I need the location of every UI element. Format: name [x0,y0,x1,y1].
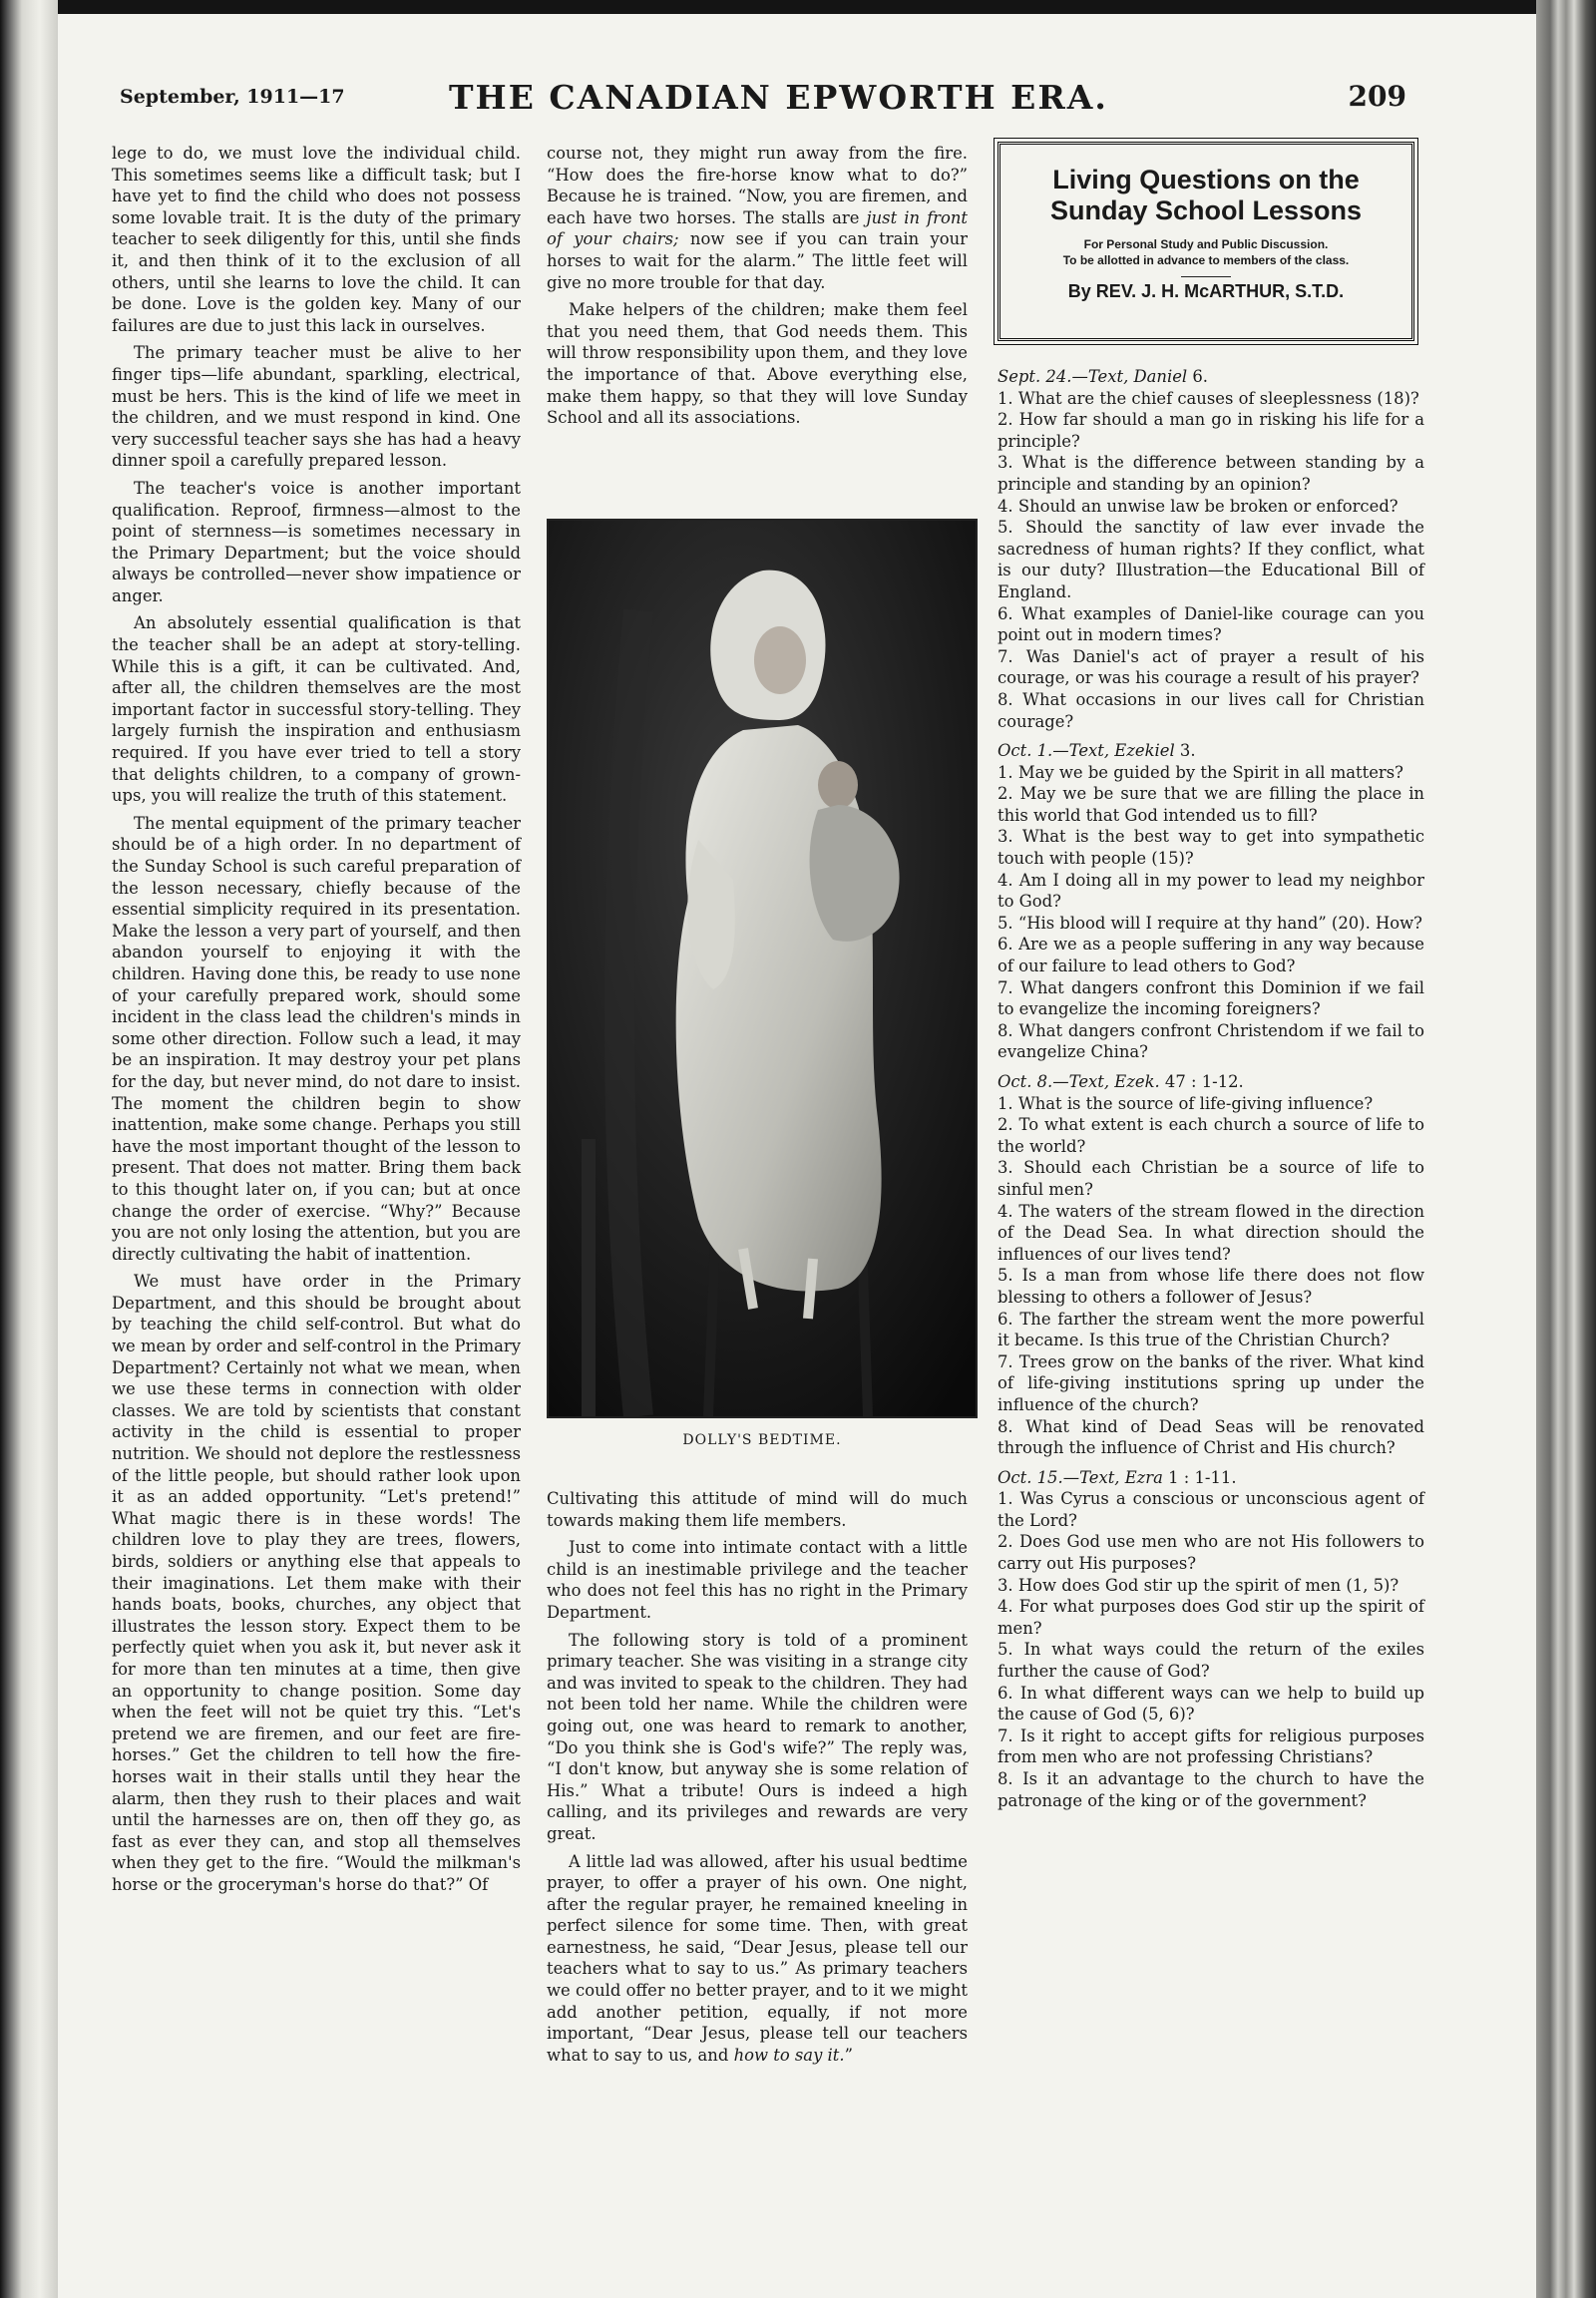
lesson-text-label: —Text, Ezra [1062,1467,1163,1487]
lesson-date: Oct. 15. [998,1467,1063,1487]
question: 1. Was Cyrus a conscious or unconscious agent of the Lord? [998,1489,1424,1530]
text-run: now see if you can train your horses to wait for the alarm.” The little feet will give no more trouble for that day. [547,229,968,292]
question: 4. The waters of the stream flowed in the direction of the Dead Sea. In what direction should the influences of our lives tend? [998,1201,1424,1264]
paragraph: An absolutely essential qualification is that the teacher shall be an adept at story-telling. While this is a gift, it can be cultivated. And, after all, the children themselves are the most important factor in successful story-telling. They largely furnish the inspiration and enthusiasm required. If you have ever tried to tell a story that delights children, to a company of grown-ups, you will realize the truth of this statement. [112,613,521,806]
question: 2. How far should a man go in risking his life for a principle? [998,410,1424,451]
question: 1. May we be guided by the Spirit in all matters? [998,762,1403,782]
question: 5. “His blood will I require at thy hand” (20). How? [998,913,1422,933]
question: 7. Is it right to accept gifts for religious purposes from men who are not professing Christians? [998,1725,1424,1767]
question: 5. Is a man from whose life there does not flow blessing to others a follower of Jesus? [998,1266,1424,1307]
question: 6. The farther the stream went the more powerful it became. Is this true of the Christian Church? [998,1309,1424,1350]
magazine-title: THE CANADIAN EPWORTH ERA. [449,78,1108,117]
question: 2. To what extent is each church a source of life to the world? [998,1115,1424,1156]
paragraph: lege to do, we must love the individual child. This sometimes seems like a difficult task; but I have yet to find the child who does not possess some lovable trait. It is the duty of the primary teacher to seek diligently for this, until she finds it, and then think of it to the exclusion of all others, until she learns to love the child. It can be done. Love is the golden key. Many of our failures are due to just this lack in ourselves. [112,144,521,335]
question: 6. Are we as a people suffering in any way because of our failure to lead others to God? [998,935,1424,976]
lesson-text-label: —Text, Daniel [1071,367,1188,386]
dolly-bedtime-photo [547,519,978,1418]
column-middle-top [547,143,968,435]
paragraph: Make helpers of the children; make them feel that you need them, that God needs them. This will throw responsibility upon them, and they love the importance of that. Above everything else, make them happy, so that they will love Sunday School and all its associations. [547,300,968,428]
question: 3. What is the best way to get into sympathetic touch with people (15)? [998,827,1424,869]
scan-top-edge [0,0,1596,14]
question: 8. Is it an advantage to the church to have the patronage of the king or of the government? [998,1769,1424,1810]
question: 8. What occasions in our lives call for Christian courage? [998,689,1424,731]
text-run: course not, they might run away from the fire. “How does the fire-horse know what to do?” Because he is trained. “Now, you are firemen, and each have two horses. The stalls are [547,144,968,227]
column-right-questions [998,358,1424,1811]
question: 2. May we be sure that we are filling the place in this world that God intended us to fill? [998,784,1424,825]
question: 1. What are the chief causes of sleeplessness (18)? [998,388,1419,408]
paragraph: The primary teacher must be alive to her finger tips—life abundant, sparkling, electrical, must be hers. This is the kind of life we meet in the children, and we must respond in kind. One very successful teacher says she has had a heavy dinner spoil a carefully prepared lesson. [112,343,521,471]
question: 5. In what ways could the return of the exiles further the cause of God? [998,1640,1424,1682]
column-middle-bottom [547,1488,968,2072]
question: 7. Was Daniel's act of prayer a result of his courage, or was his courage a result of his prayer? [998,646,1424,688]
divider [1181,276,1231,277]
paragraph: The mental equipment of the primary teacher should be of a high order. In no department of the Sunday School is such careful preparation of the lesson necessary, chiefly because of the essential simplicity required in its presentation. Make the lesson a very part of yourself, and then abandon yourself to enjoying it with the children. Having done this, be ready to use none of your carefully prepared work, should some incident in the class lead the children's minds in some other direction. Follow such a lead, it may be an inspiration. It may destroy your pet plans for the day, but never mind, do not dare to insist. The moment the children begin to show inattention, make some change. Perhaps you still have the most important thought of the lesson to present. That does not matter. Bring them back to this thought later on, if you can; but at once change the order of exercise. “Why?” Because you are not only losing the attention, but you are directly cultivating the habit of inattention. [112,813,521,1264]
lesson-ref: 1 : 1-11. [1162,1467,1237,1487]
question: 5. Should the sanctity of law ever invade the sacredness of human rights? If they conflict, what is our duty? Illustration—the Educational Bill of England. [998,518,1424,601]
question: 7. Trees grow on the banks of the river. What kind of life-giving institutions spring up under the influence of the church? [998,1351,1424,1414]
book-gutter-left [0,0,58,2298]
paragraph: Cultivating this attitude of mind will do much towards making them life members. [547,1489,968,1530]
question: 3. What is the difference between standing by a principle and standing by an opinion? [998,453,1424,494]
lesson-heading [998,740,1424,762]
text-run: ” [844,2045,853,2065]
paragraph: Just to come into intimate contact with a little child is an inestimable privilege and the teacher who does not feel this has no right in the Primary Department. [547,1538,968,1622]
lesson-date: Oct. 1. [998,741,1053,761]
question: 6. What examples of Daniel-like courage can you point out in modern times? [998,603,1424,645]
lesson-date: Sept. 24. [998,367,1072,386]
lesson-heading [998,366,1424,388]
page-header [120,78,1406,118]
column-left [112,143,521,1902]
lesson-date: Oct. 8. [998,1072,1053,1091]
question: 1. What is the source of life-giving influence? [998,1093,1374,1113]
lesson-section [998,1467,1424,1812]
lesson-ref: 3. [1174,741,1196,761]
question: 4. Should an unwise law be broken or enforced? [998,496,1398,516]
living-questions-subtitle-1: For Personal Study and Public Discussion. [1083,237,1329,251]
lesson-ref: 47 : 1-12. [1159,1072,1244,1091]
header-date: September, 1911—17 [120,86,345,108]
lesson-text-label: —Text, Ezekiel [1052,741,1175,761]
book-page-edges-right [1536,0,1596,2298]
lesson-heading [998,1467,1424,1489]
text-run: A little lad was allowed, after his usual bedtime prayer, to offer a prayer of his own. One night, after the regular prayer, he remained kneeling in perfect silence for some time. Then, with great earnestness, he said, “Dear Jesus, please tell our teachers what to say to us.” As primary teachers we could offer no better prayer, and to it we might add another petition, equally, if not more important, “Dear Jesus, please tell our teachers what to say to us, and [547,1851,968,2065]
paragraph [547,1851,968,2067]
paragraph [547,143,968,293]
question: 3. Should each Christian be a source of life to sinful men? [998,1158,1424,1199]
lesson-section [998,1071,1424,1459]
question: 4. For what purposes does God stir up the spirit of men? [998,1597,1424,1638]
photo-caption: DOLLY'S BEDTIME. [682,1432,842,1448]
italic-run: how to say it. [733,2045,845,2065]
lesson-text-label: —Text, Ezek. [1052,1072,1160,1091]
living-questions-author: By REV. J. H. McARTHUR, S.T.D. [1067,281,1345,301]
living-questions-title: Living Questions on the Sunday School Lessons [1049,165,1363,225]
paragraph: The following story is told of a prominent primary teacher. She was visiting in a strange city and was invited to speak to the children. They had not been told her name. While the children were going out, one was heard to remark to another, “Do you think she is God's wife?” The reply was, “I don't know, but anyway she is some relation of His.” What a tribute! Ours is indeed a high calling, and its privileges and rewards are very great. [547,1630,968,1843]
question: 4. Am I doing all in my power to lead my neighbor to God? [998,870,1424,912]
italic-run: just in front of your chairs; [547,207,968,249]
living-questions-subtitle-2: To be allotted in advance to members of the class. [1062,253,1350,267]
question: 7. What dangers confront this Dominion if we fail to evangelize the incoming foreigners? [998,977,1424,1019]
lesson-ref: 6. [1187,367,1209,386]
question: 8. What kind of Dead Seas will be renovated through the influence of Christ and His church? [998,1416,1424,1458]
paragraph: The teacher's voice is another important qualification. Reproof, firmness—almost to the point of sternness—is sometimes necessary in the Primary Department; but the voice should always be controlled—never show impatience or anger. [112,478,521,605]
question: 2. Does God use men who are not His followers to carry out His purposes? [998,1532,1424,1574]
question: 3. How does God stir up the spirit of men (1, 5)? [998,1575,1399,1595]
page-number: 209 [1348,80,1406,113]
lesson-section [998,366,1424,732]
question: 6. In what different ways can we help to build up the cause of God (5, 6)? [998,1683,1424,1724]
paragraph: We must have order in the Primary Department, and this should be brought about by teaching the child self-control. But what do we mean by order and self-control in the Primary Department? Certainly not what we mean, when we use these terms in connection with older classes. We are told by scientists that constant activity in the child is essential to proper nutrition. We should not deplore the restlessness of the little people, but should rather look upon it as an added opportunity. “Let's pretend!” What magic there is in these words! The children love to play they are trees, flowers, birds, soldiers or anything else that appeals to their imaginations. Let them make with their hands boats, books, churches, any object that illustrates the lesson story. Expect them to be perfectly quiet when you ask it, but never ask it for more than ten minutes at a time, then give an opportunity to change position. Some day when the feet will not be quiet try this. “Let's pretend we are firemen, and our feet are fire-horses.” Get the children to tell how the fire-horses wait in their stalls until they hear the alarm, then they rush to their places and wait until the harnesses are on, then off they go, as fast as ever they can, and stop all themselves when they get to the fire. “Would the milkman's horse or the groceryman's horse do that?” Of [112,1272,521,1894]
question: 8. What dangers confront Christendom if we fail to evangelize China? [998,1020,1424,1062]
lesson-heading [998,1071,1424,1093]
living-questions-box [998,142,1414,341]
lesson-section [998,740,1424,1063]
